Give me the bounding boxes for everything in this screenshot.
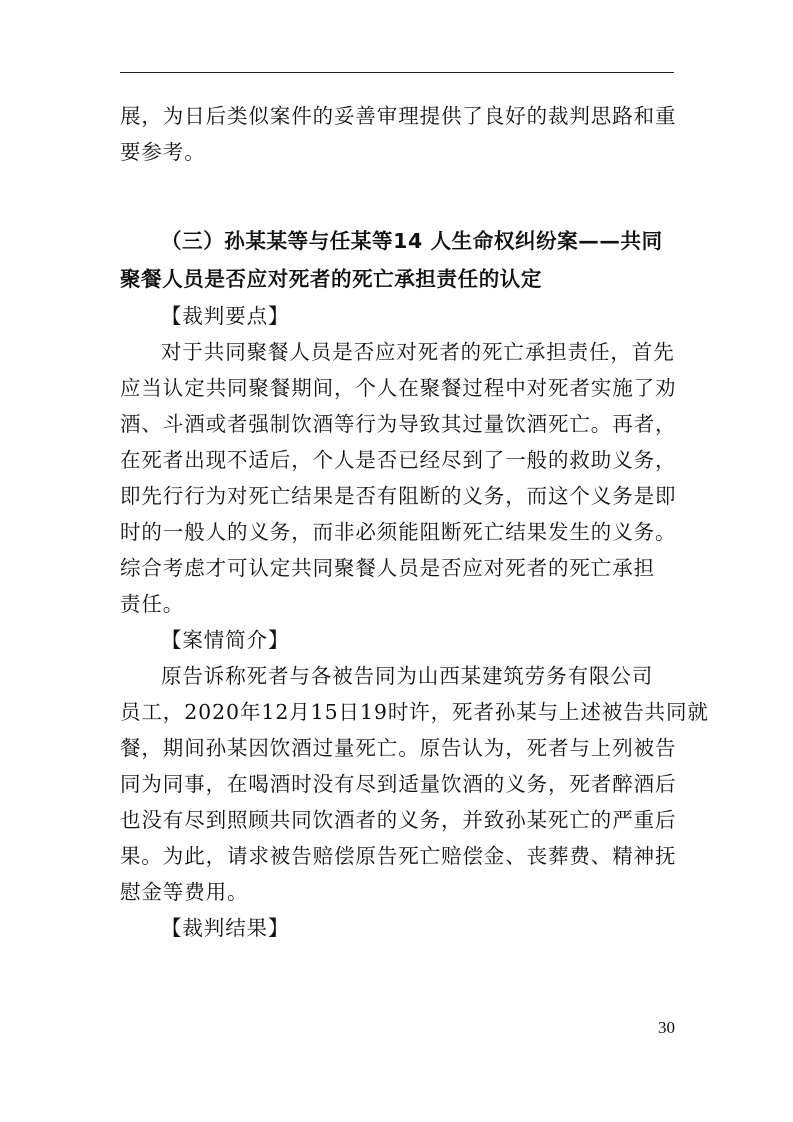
key-points-line-6: 时的一般人的义务，而非必须能阻断死亡结果发生的义务。 <box>120 520 677 544</box>
key-points-line-7: 综合考虑才可认定共同聚餐人员是否应对死者的死亡承担 <box>120 556 655 580</box>
case-intro-line-2: 员工，2020年12月15日19时许，死者孙某与上述被告共同就 <box>120 700 709 724</box>
case-intro-label: 【案情简介】 <box>161 628 290 652</box>
case-intro-line-5: 也没有尽到照顾共同饮酒者的义务，并致孙某死亡的严重后 <box>120 808 677 832</box>
case-heading-line-1: （三）孙某某等与任某等14 人生命权纠纷案——共同 <box>161 229 663 253</box>
continuation-line-2: 要参考。 <box>120 140 206 164</box>
header-rule <box>120 72 674 73</box>
key-points-line-8: 责任。 <box>120 592 185 616</box>
document-body <box>120 98 709 946</box>
case-heading-line-2: 聚餐人员是否应对死者的死亡承担责任的认定 <box>120 267 542 291</box>
case-intro-line-3: 餐，期间孙某因饮酒过量死亡。原告认为，死者与上列被告 <box>120 736 677 760</box>
key-points-line-5: 即先行行为对死亡结果是否有阻断的义务，而这个义务是即 <box>120 484 677 508</box>
key-points-line-2: 应当认定共同聚餐期间，个人在聚餐过程中对死者实施了劝 <box>120 376 677 400</box>
key-points-line-1: 对于共同聚餐人员是否应对死者的死亡承担责任，首先 <box>161 340 675 364</box>
key-points-line-4: 在死者出现不适后，个人是否已经尽到了一般的救助义务， <box>120 448 677 472</box>
section-gap <box>120 170 676 222</box>
case-intro-line-4: 同为同事，在喝酒时没有尽到适量饮酒的义务，死者醉酒后 <box>120 772 677 796</box>
key-points-line-3: 酒、斗酒或者强制饮酒等行为导致其过量饮酒死亡。再者， <box>120 412 677 436</box>
continuation-line-1: 展，为日后类似案件的妥善审理提供了良好的裁判思路和重 <box>120 104 677 128</box>
page-number: 30 <box>658 1018 675 1037</box>
key-points-label: 【裁判要点】 <box>161 304 290 328</box>
case-intro-line-7: 慰金等费用。 <box>120 880 249 904</box>
case-intro-line-6: 果。为此，请求被告赔偿原告死亡赔偿金、丧葬费、精神抚 <box>120 844 677 868</box>
result-label: 【裁判结果】 <box>161 916 290 940</box>
case-intro-line-1: 原告诉称死者与各被告同为山西某建筑劳务有限公司 <box>161 664 654 688</box>
